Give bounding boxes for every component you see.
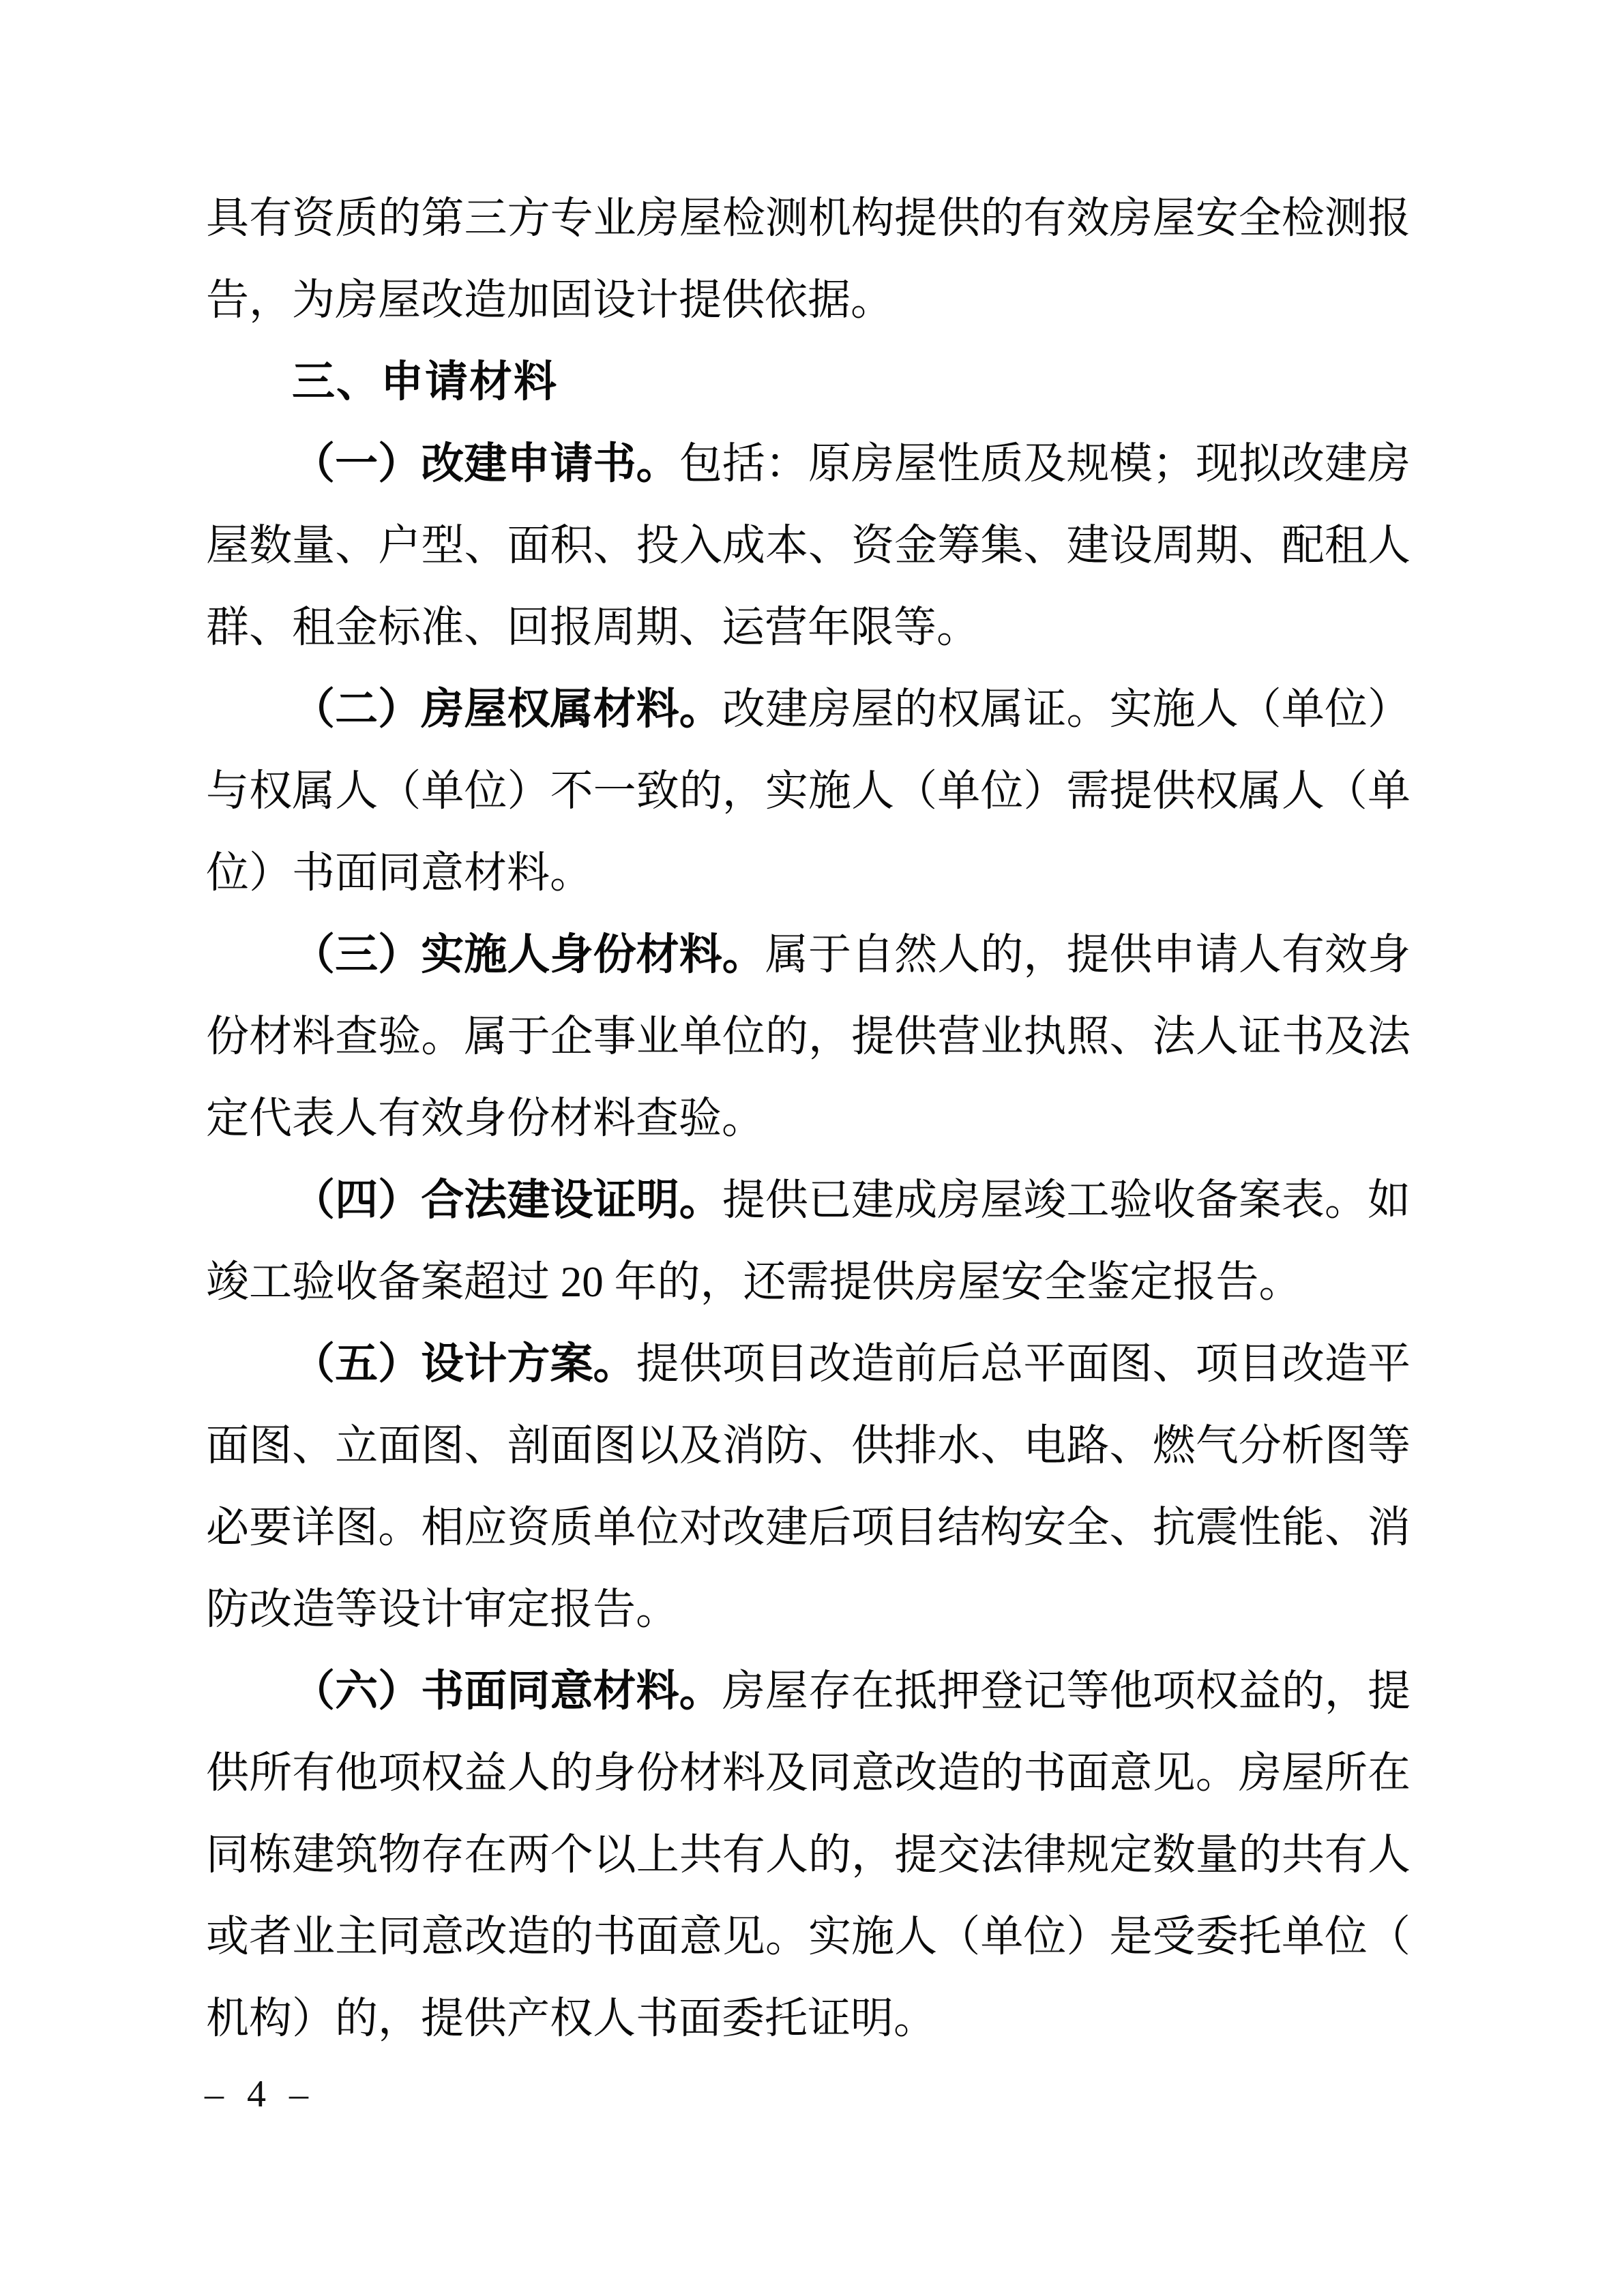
item-paragraph-6 — [206, 1650, 1411, 2059]
item-4-label: （四）合法建设证明。 — [292, 1176, 722, 1224]
page-number: – 4 – — [205, 2073, 315, 2115]
item-paragraph-2 — [206, 668, 1411, 914]
item-3-text: 属于自然人的，提供申请人有效身份材料查验。属于企事业单位的，提供营业执照、法人证书及法定代表人有效身份材料查验。 — [206, 931, 1411, 1142]
item-5-label: （五）设计方案。 — [292, 1340, 636, 1388]
item-1-text: 包括：原房屋性质及规模；现拟改建房屋数量、户型、面积、投入成本、资金筹集、建设周期、配租人群、租金标准、回报周期、运营年限等。 — [206, 440, 1411, 651]
paragraph-continuation: 具有资质的第三方专业房屋检测机构提供的有效房屋安全检测报告，为房屋改造加固设计提供依据。 — [206, 194, 1411, 324]
item-paragraph-4 — [206, 1159, 1411, 1323]
item-paragraph-5 — [206, 1323, 1411, 1650]
item-3-label: （三）实施人身份材料。 — [292, 931, 765, 979]
item-paragraph-3 — [206, 914, 1411, 1159]
item-6-text: 房屋存在抵押登记等他项权益的，提供所有他项权益人的身份材料及同意改造的书面意见。房屋所在同栋建筑物存在两个以上共有人的，提交法律规定数量的共有人或者业主同意改造的书面意见。实施人（单位）是受委托单位（机构）的，提供产权人书面委托证明。 — [206, 1667, 1411, 2042]
item-paragraph-1 — [206, 423, 1411, 668]
item-2-label: （二）房屋权属材料。 — [292, 685, 722, 733]
text-block — [206, 177, 1411, 2059]
item-4-text: 提供已建成房屋竣工验收备案表。如竣工验收备案超过 20 年的，还需提供房屋安全鉴定报告。 — [206, 1176, 1411, 1306]
item-5-text: 提供项目改造前后总平面图、项目改造平面图、立面图、剖面图以及消防、供排水、电路、燃气分析图等必要详图。相应资质单位对改建后项目结构安全、抗震性能、消防改造等设计审定报告。 — [206, 1340, 1411, 1633]
item-6-label: （六）书面同意材料。 — [292, 1667, 722, 1715]
section-heading: 三、申请材料 — [292, 358, 558, 406]
item-2-text: 改建房屋的权属证。实施人（单位）与权属人（单位）不一致的，实施人（单位）需提供权属人（单位）书面同意材料。 — [206, 685, 1411, 897]
item-1-label: （一）改建申请书。 — [292, 440, 679, 488]
